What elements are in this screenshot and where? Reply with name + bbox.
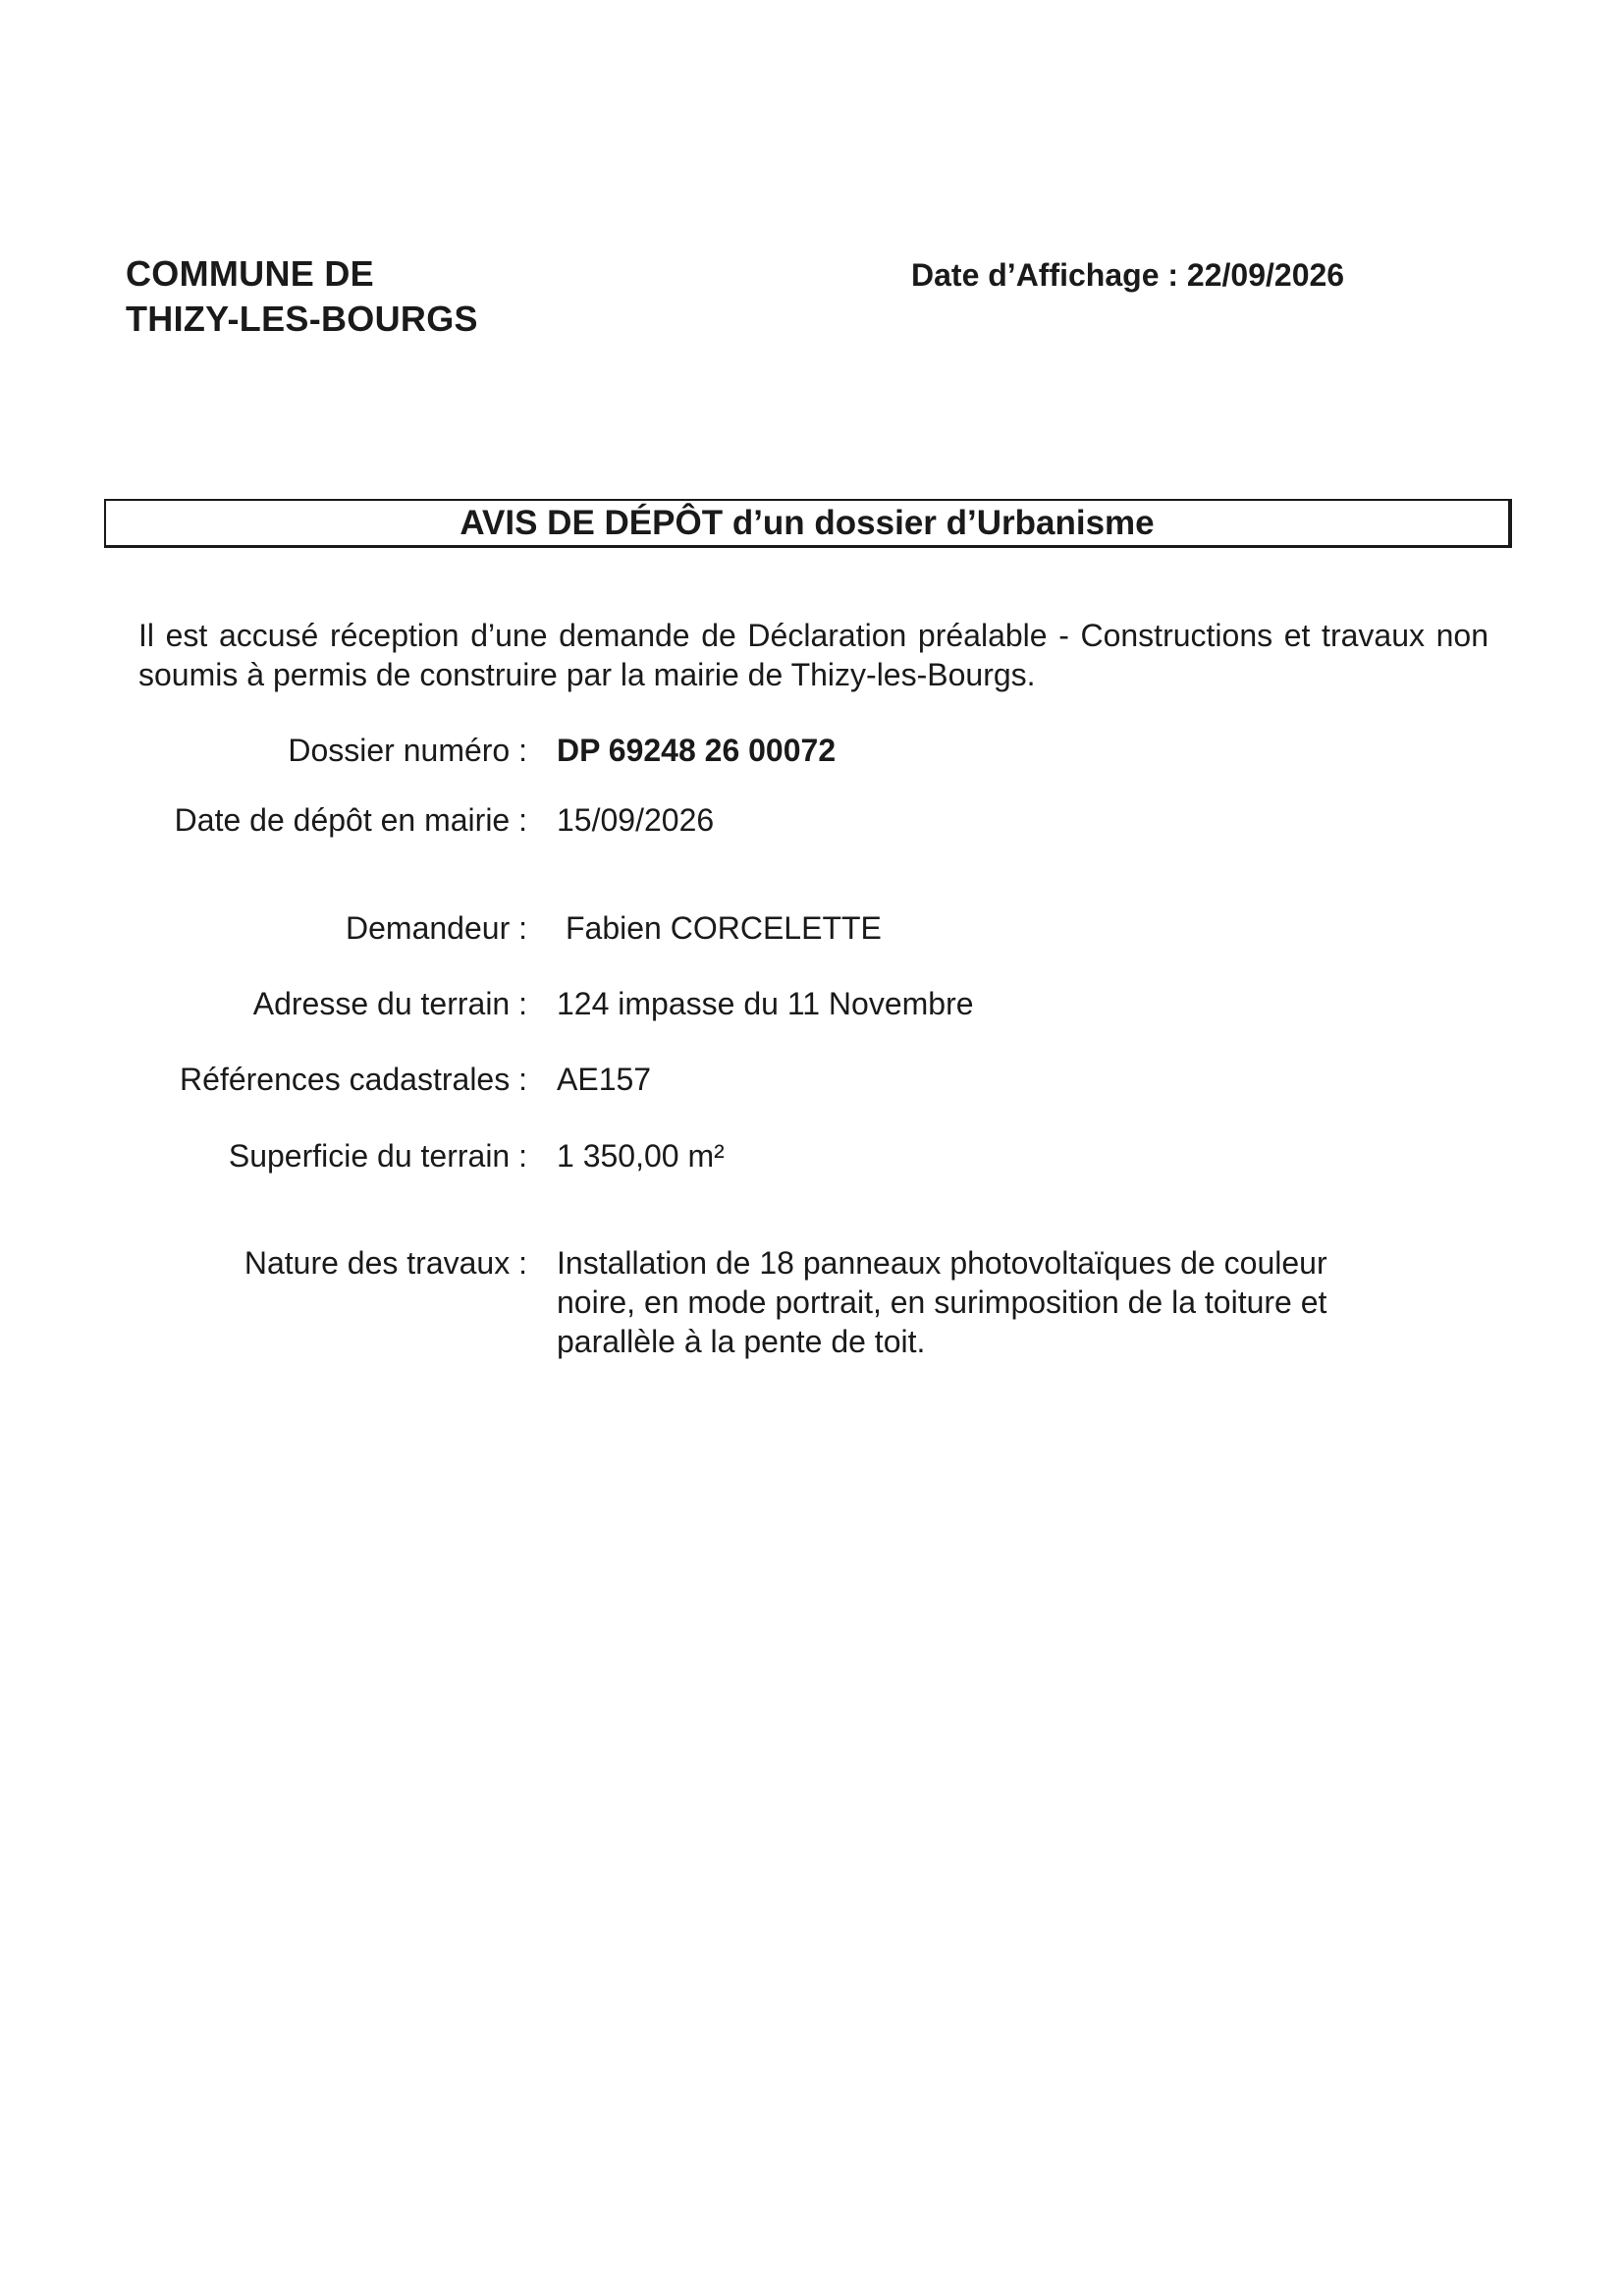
nature-label: Nature des travaux : [243, 1245, 527, 1281]
references-value: AE157 [557, 1062, 652, 1097]
date-affichage: Date d’Affichage : 22/09/2026 [911, 257, 1345, 293]
title-box [104, 499, 1512, 548]
nature-line-1: Installation de 18 panneaux photovoltaïques de couleur [557, 1245, 1327, 1281]
adresse-label: Adresse du terrain : [252, 986, 527, 1021]
dossier-label: Dossier numéro : [288, 733, 527, 768]
nature-line-2: noire, en mode portrait, en surimposition de la toiture et [557, 1285, 1327, 1320]
nature-value [557, 1243, 1327, 1361]
date-depot-label: Date de dépôt en mairie : [174, 802, 527, 838]
document-title: AVIS DE DÉPÔT d’un dossier d’Urbanisme [460, 503, 1155, 542]
demandeur-value: Fabien CORCELETTE [566, 910, 882, 946]
demandeur-label: Demandeur : [346, 910, 527, 946]
commune-line-2: THIZY-LES-BOURGS [126, 299, 478, 339]
nature-line-3: parallèle à la pente de toit. [557, 1324, 926, 1359]
commune-line-1: COMMUNE DE [126, 253, 374, 294]
commune-header [126, 251, 478, 342]
adresse-value: 124 impasse du 11 Novembre [557, 986, 974, 1021]
references-label: Références cadastrales : [180, 1062, 527, 1097]
superficie-value: 1 350,00 m² [557, 1138, 725, 1174]
superficie-label: Superficie du terrain : [228, 1138, 527, 1174]
dossier-value: DP 69248 26 00072 [557, 733, 837, 768]
intro-paragraph: Il est accusé réception d’une demande de Déclaration préalable - Constructions et travaux non soumis à permis de construire par la mairie de Thizy-les-Bourgs. [138, 618, 1488, 692]
date-depot-value: 15/09/2026 [557, 802, 715, 838]
